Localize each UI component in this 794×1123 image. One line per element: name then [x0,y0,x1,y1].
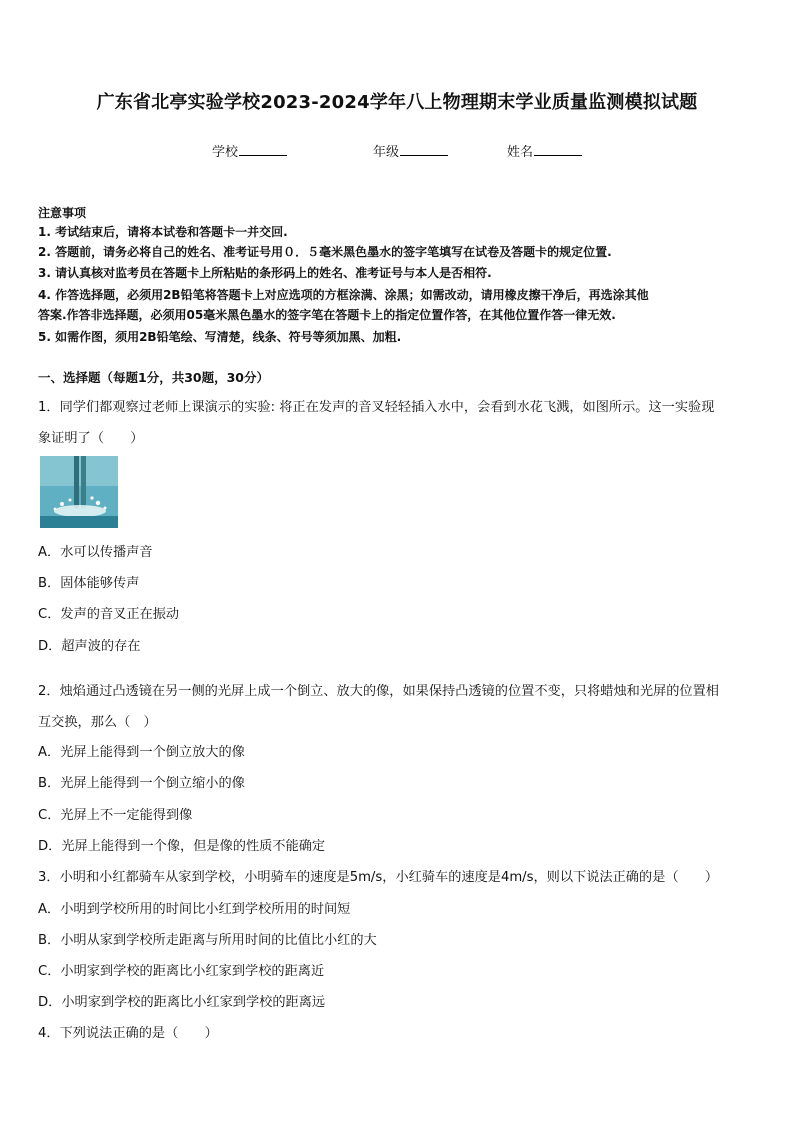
question-2-option-b: B．光屏上能得到一个倒立缩小的像 [38,776,245,791]
exam-title: 广东省北亭实验学校2023-2024学年八上物理期末学业质量监测模拟试题 [96,92,698,113]
section-heading: 一、选择题（每题1分，共30题，30分） [38,370,269,385]
question-1-stem: 1．同学们都观察过老师上课演示的实验: 将正在发声的音叉轻轻插入水中，会看到水花飞溅，如图所示。这一实验现 [38,400,715,415]
question-3-option-c: C．小明家到学校的距离比小红家到学校的距离近 [38,964,325,979]
question-4-stem: 4．下列说法正确的是（ ） [38,1026,218,1041]
question-1-option-b: B．固体能够传声 [38,576,140,591]
question-2-option-d: D．光屏上能得到一个像，但是像的性质不能确定 [38,839,326,854]
grade-field [373,141,448,160]
question-3-option-a: A．小明到学校所用的时间比小红到学校所用的时间短 [38,902,351,917]
note-item: 答案.作答非选择题，必须用05毫米黑色墨水的签字笔在答题卡上的指定位置作答，在其他位置作答一律无效. [38,308,616,322]
name-field [507,141,582,160]
note-item: 1. 考试结束后，请将本试卷和答题卡一并交回. [38,225,288,239]
question-1-option-c: C．发声的音叉正在振动 [38,607,180,622]
question-2-stem: 2．烛焰通过凸透镜在另一侧的光屏上成一个倒立、放大的像，如果保持凸透镜的位置不变，只将蜡烛和光屏的位置相 [38,684,719,699]
name-label: 姓名 [507,145,534,160]
question-2-option-a: A．光屏上能得到一个倒立放大的像 [38,745,245,760]
grade-blank [400,143,448,156]
school-blank [239,143,287,156]
question-1-option-a: A．水可以传播声音 [38,545,153,560]
grade-label: 年级 [373,145,400,160]
note-item: 2. 答题前，请务必将自己的姓名、准考证号用０．５毫米黑色墨水的签字笔填写在试卷及答题卡的规定位置. [38,245,612,259]
note-item: 3. 请认真核对监考员在答题卡上所粘贴的条形码上的姓名、准考证号与本人是否相符. [38,266,492,280]
question-2-stem-cont: 互交换，那么（ ） [38,715,157,730]
question-2-option-c: C．光屏上不一定能得到像 [38,808,193,823]
note-item: 5. 如需作图，须用2B铅笔绘、写清楚，线条、符号等须加黑、加粗. [38,330,402,344]
tuning-fork-water-photo [40,456,118,528]
note-item: 4. 作答选择题，必须用2B铅笔将答题卡上对应选项的方框涂满、涂黑；如需改动，请用橡皮擦干净后，再选涂其他 [38,288,649,302]
notes-heading: 注意事项 [38,206,87,220]
question-3-option-b: B．小明从家到学校所走距离与所用时间的比值比小红的大 [38,933,377,948]
school-field [212,141,287,160]
question-1-stem-cont: 象证明了（ ） [38,431,144,446]
question-1-option-d: D．超声波的存在 [38,639,141,654]
name-blank [534,143,582,156]
school-label: 学校 [212,145,239,160]
question-3-stem: 3．小明和小红都骑车从家到学校，小明骑车的速度是5m/s，小红骑车的速度是4m/s，则以下说法正确的是（ ） [38,870,719,885]
question-3-option-d: D．小明家到学校的距离比小红家到学校的距离远 [38,995,326,1010]
